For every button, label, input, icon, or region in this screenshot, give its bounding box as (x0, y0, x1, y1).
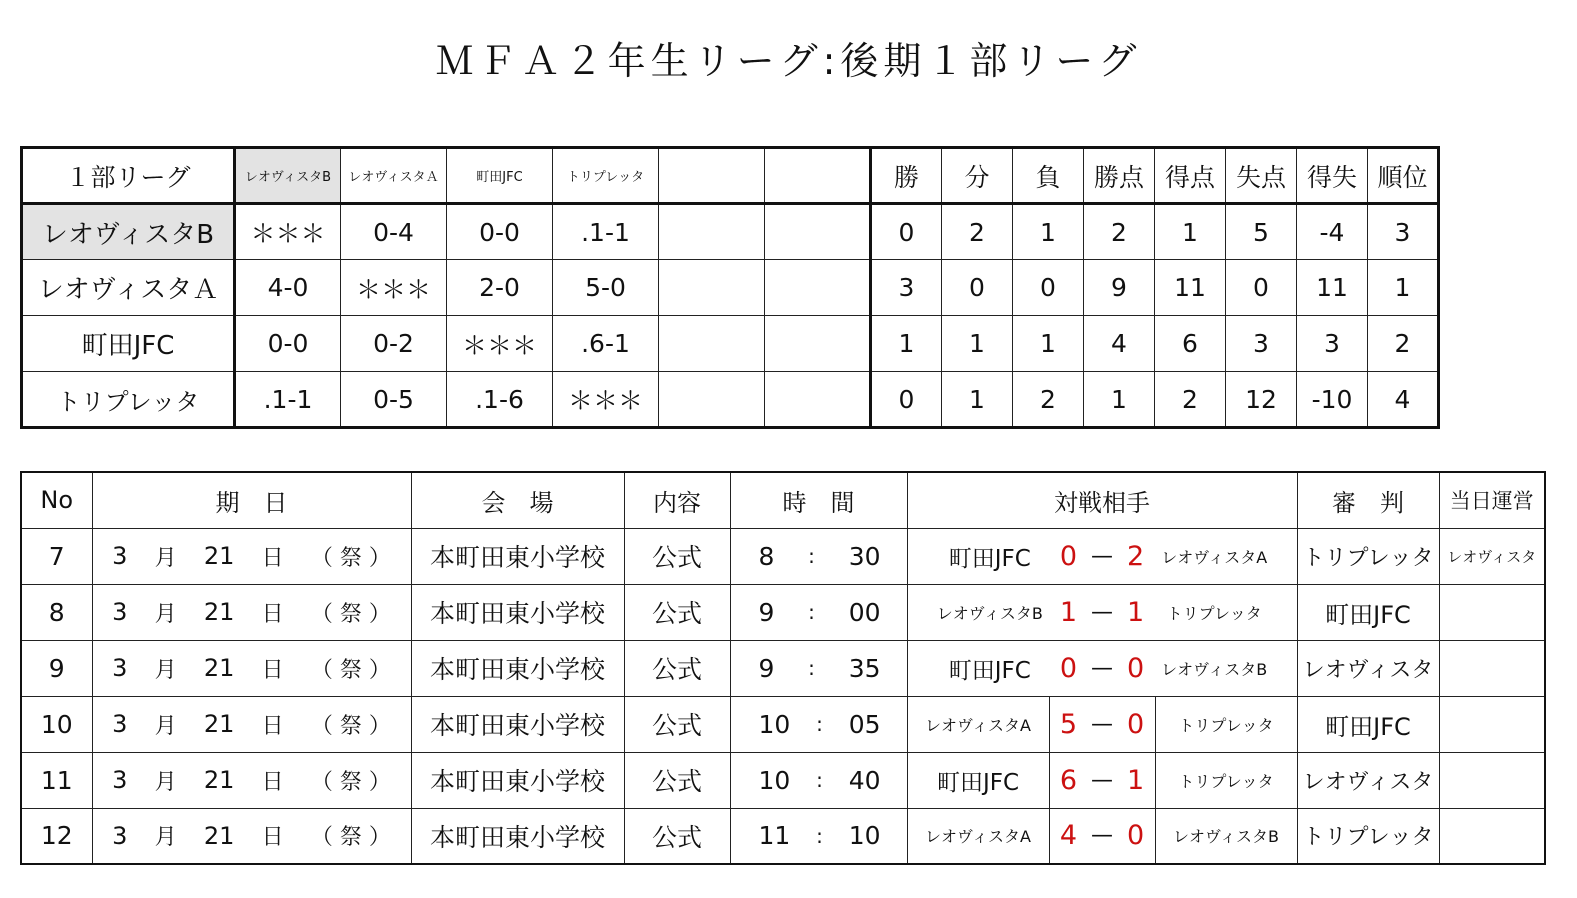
weekday: （ 祭 ） (310, 601, 391, 627)
match-row (21, 584, 1545, 640)
hour: 8 (758, 541, 775, 571)
match-no: 11 (21, 752, 92, 808)
date-header: 期 日 (92, 472, 411, 528)
month: 3 (112, 710, 128, 738)
day: 21 (203, 710, 235, 738)
result-cell: .1-1 (553, 204, 659, 260)
content: 公式 (624, 752, 730, 808)
result-cell: .1-1 (235, 372, 341, 428)
time-colon: : (808, 544, 815, 568)
referee: トリプレッタ (1297, 528, 1439, 584)
empty-cell (659, 372, 765, 428)
match-cell (907, 640, 1297, 696)
day: 21 (203, 821, 235, 850)
stat-cell: 0 (871, 372, 942, 428)
match-time (730, 584, 907, 640)
empty-cell (659, 260, 765, 316)
operation (1439, 584, 1545, 640)
standings-row (22, 260, 1439, 316)
venue: 本町田東小学校 (411, 808, 624, 864)
stat-header: 失点 (1226, 148, 1297, 204)
away-team: トリプレッタ (1155, 696, 1297, 752)
score-cell (1049, 696, 1155, 752)
stat-cell: 3 (1368, 204, 1439, 260)
stat-cell: 1 (1013, 204, 1084, 260)
hour: 11 (758, 821, 791, 851)
match-date (92, 696, 411, 752)
match-date (92, 808, 411, 864)
away-team: トリプレッタ (1166, 603, 1262, 623)
day-label: 日 (261, 545, 284, 571)
day-label: 日 (261, 825, 284, 851)
opponent-header: レオヴィスタＡ (341, 148, 447, 204)
operation (1439, 808, 1545, 864)
score-dash: — (1091, 599, 1113, 625)
stat-cell: 5 (1226, 204, 1297, 260)
home-team: 町田JFC (907, 752, 1049, 808)
empty-cell (765, 260, 871, 316)
home-score: 1 (1059, 596, 1077, 628)
operation (1439, 640, 1545, 696)
venue-header: 会 場 (411, 472, 624, 528)
content: 公式 (624, 696, 730, 752)
day-label: 日 (261, 601, 284, 627)
stat-cell: 2 (1013, 372, 1084, 428)
score-dash: — (1091, 655, 1113, 681)
match-row (21, 752, 1545, 808)
match-no: 9 (21, 640, 92, 696)
minute: 35 (848, 653, 881, 683)
content-header: 内容 (624, 472, 730, 528)
operation (1439, 752, 1545, 808)
stat-cell: 4 (1084, 316, 1155, 372)
stat-cell: 1 (871, 316, 942, 372)
standings-row (22, 316, 1439, 372)
stat-header: 負 (1013, 148, 1084, 204)
month-label: 月 (154, 545, 177, 571)
venue: 本町田東小学校 (411, 696, 624, 752)
score-dash: — (1091, 767, 1113, 793)
stat-cell: -10 (1297, 372, 1368, 428)
away-team: レオヴィスタA (1161, 547, 1268, 567)
month: 3 (112, 821, 128, 850)
standings-header-row (22, 148, 1439, 204)
month: 3 (112, 766, 128, 794)
result-cell: 2-0 (447, 260, 553, 316)
minute: 40 (848, 765, 881, 795)
result-cell: 4-0 (235, 260, 341, 316)
month-label: 月 (154, 601, 177, 627)
away-score: 1 (1127, 764, 1145, 796)
stat-header: 順位 (1368, 148, 1439, 204)
day-label: 日 (261, 713, 284, 739)
match-date (92, 584, 411, 640)
match-time (730, 696, 907, 752)
match-no: 8 (21, 584, 92, 640)
home-score: 6 (1059, 764, 1077, 796)
venue: 本町田東小学校 (411, 528, 624, 584)
league-label: １部リーグ (22, 148, 235, 204)
day: 21 (203, 654, 235, 682)
stat-header: 得失 (1297, 148, 1368, 204)
team-name: トリプレッタ (22, 372, 235, 428)
away-score: 0 (1127, 708, 1145, 740)
stat-cell: 3 (1297, 316, 1368, 372)
score-cell (1049, 808, 1155, 864)
time-colon: : (816, 768, 823, 792)
opponent-header: レオヴィスタB (235, 148, 341, 204)
hour: 10 (758, 765, 791, 795)
weekday: （ 祭 ） (310, 545, 391, 571)
match-date (92, 640, 411, 696)
referee: レオヴィスタ (1297, 640, 1439, 696)
day: 21 (203, 766, 235, 794)
schedule-table (20, 471, 1546, 865)
day: 21 (203, 598, 235, 626)
weekday: （ 祭 ） (310, 769, 391, 795)
weekday: （ 祭 ） (310, 713, 391, 739)
match-no: 7 (21, 528, 92, 584)
match-no: 10 (21, 696, 92, 752)
match-row (21, 808, 1545, 864)
result-cell: 5-0 (553, 260, 659, 316)
home-score: 0 (1059, 540, 1077, 572)
home-team: レオヴィスタA (907, 808, 1049, 864)
match-header: 対戦相手 (907, 472, 1297, 528)
score-dash: — (1091, 823, 1113, 849)
home-team: 町田JFC (948, 657, 1031, 684)
weekday: （ 祭 ） (310, 657, 391, 683)
away-score: 1 (1127, 596, 1145, 628)
month: 3 (112, 654, 128, 682)
standings-table (20, 146, 1440, 429)
content: 公式 (624, 808, 730, 864)
time-colon: : (816, 823, 823, 848)
away-team: トリプレッタ (1155, 752, 1297, 808)
match-row (21, 696, 1545, 752)
result-cell: ＊＊＊ (447, 316, 553, 372)
away-score: 0 (1127, 820, 1145, 852)
empty-cell (659, 148, 765, 204)
schedule-header-row (21, 472, 1545, 528)
day-label: 日 (261, 657, 284, 683)
standings-row (22, 204, 1439, 260)
referee-header: 審 判 (1297, 472, 1439, 528)
operation: レオヴィスタ (1439, 528, 1545, 584)
stat-cell: 11 (1297, 260, 1368, 316)
content: 公式 (624, 640, 730, 696)
result-cell: 0-4 (341, 204, 447, 260)
score-dash: — (1091, 711, 1113, 737)
result-cell: ＊＊＊ (553, 372, 659, 428)
minute: 05 (848, 709, 881, 739)
stat-cell: 1 (1084, 372, 1155, 428)
home-team: レオヴィスタA (907, 696, 1049, 752)
home-team: 町田JFC (948, 545, 1031, 572)
stat-cell: 0 (871, 204, 942, 260)
match-time (730, 528, 907, 584)
match-date (92, 528, 411, 584)
match-cell (907, 528, 1297, 584)
month-label: 月 (154, 825, 177, 851)
hour: 10 (758, 709, 791, 739)
minute: 00 (848, 597, 881, 627)
referee: 町田JFC (1297, 584, 1439, 640)
stat-cell: 1 (1368, 260, 1439, 316)
day-label: 日 (261, 769, 284, 795)
away-team: レオヴィスタB (1155, 808, 1297, 864)
stat-cell: 2 (1084, 204, 1155, 260)
team-name: レオヴィスタB (22, 204, 235, 260)
referee: 町田JFC (1297, 696, 1439, 752)
match-date (92, 752, 411, 808)
stat-cell: 2 (942, 204, 1013, 260)
minute: 30 (848, 541, 881, 571)
referee: レオヴィスタ (1297, 752, 1439, 808)
score-cell (1049, 752, 1155, 808)
content: 公式 (624, 584, 730, 640)
home-score: 4 (1059, 820, 1077, 852)
home-score: 5 (1059, 708, 1077, 740)
time-colon: : (816, 712, 823, 736)
away-score: 0 (1127, 652, 1145, 684)
venue: 本町田東小学校 (411, 640, 624, 696)
venue: 本町田東小学校 (411, 752, 624, 808)
stat-cell: 1 (942, 372, 1013, 428)
opponent-header: トリプレッタ (553, 148, 659, 204)
hour: 9 (758, 597, 775, 627)
stat-cell: 9 (1084, 260, 1155, 316)
match-time (730, 808, 907, 864)
empty-cell (659, 316, 765, 372)
match-row (21, 528, 1545, 584)
day: 21 (203, 542, 235, 570)
page-title: ＭＦＡ２年生リーグ:後期１部リーグ (435, 39, 1142, 83)
home-score: 0 (1059, 652, 1077, 684)
venue: 本町田東小学校 (411, 584, 624, 640)
match-time (730, 640, 907, 696)
result-cell: 0-0 (447, 204, 553, 260)
result-cell: ＊＊＊ (341, 260, 447, 316)
weekday: （ 祭 ） (310, 825, 391, 851)
opponent-header: 町田JFC (447, 148, 553, 204)
empty-cell (659, 204, 765, 260)
stat-cell: 3 (871, 260, 942, 316)
content: 公式 (624, 528, 730, 584)
match-no: 12 (21, 808, 92, 864)
month-label: 月 (154, 713, 177, 739)
stat-header: 分 (942, 148, 1013, 204)
no-header: No (21, 472, 92, 528)
month: 3 (112, 598, 128, 626)
referee: トリプレッタ (1297, 808, 1439, 864)
month: 3 (112, 542, 128, 570)
stat-cell: 4 (1368, 372, 1439, 428)
result-cell: .6-1 (553, 316, 659, 372)
stat-cell: -4 (1297, 204, 1368, 260)
stat-cell: 0 (1013, 260, 1084, 316)
stat-header: 得点 (1155, 148, 1226, 204)
month-label: 月 (154, 657, 177, 683)
stat-cell: 1 (1013, 316, 1084, 372)
operation (1439, 696, 1545, 752)
hour: 9 (758, 653, 775, 683)
minute: 10 (848, 821, 881, 851)
stat-cell: 3 (1226, 316, 1297, 372)
time-header: 時 間 (730, 472, 907, 528)
home-team: レオヴィスタB (936, 603, 1043, 623)
month-label: 月 (154, 769, 177, 795)
team-name: 町田JFC (22, 316, 235, 372)
stat-header: 勝点 (1084, 148, 1155, 204)
result-cell: 0-5 (341, 372, 447, 428)
stat-cell: 6 (1155, 316, 1226, 372)
empty-cell (765, 204, 871, 260)
away-team: レオヴィスタB (1161, 659, 1268, 679)
stat-header: 勝 (871, 148, 942, 204)
empty-cell (765, 372, 871, 428)
result-cell: 0-2 (341, 316, 447, 372)
stat-cell: 2 (1155, 372, 1226, 428)
result-cell: 0-0 (235, 316, 341, 372)
time-colon: : (808, 600, 815, 624)
empty-cell (765, 148, 871, 204)
stat-cell: 1 (1155, 204, 1226, 260)
stat-cell: 0 (942, 260, 1013, 316)
match-cell (907, 584, 1297, 640)
stat-cell: 2 (1368, 316, 1439, 372)
stat-cell: 11 (1155, 260, 1226, 316)
stat-cell: 0 (1226, 260, 1297, 316)
standings-row (22, 372, 1439, 428)
empty-cell (765, 316, 871, 372)
team-name: レオヴィスタＡ (22, 260, 235, 316)
result-cell: .1-6 (447, 372, 553, 428)
operation-header: 当日運営 (1439, 472, 1545, 528)
stat-cell: 12 (1226, 372, 1297, 428)
stat-cell: 1 (942, 316, 1013, 372)
time-colon: : (808, 656, 815, 680)
match-row (21, 640, 1545, 696)
away-score: 2 (1127, 540, 1145, 572)
result-cell: ＊＊＊ (235, 204, 341, 260)
match-time (730, 752, 907, 808)
score-dash: — (1091, 543, 1113, 569)
